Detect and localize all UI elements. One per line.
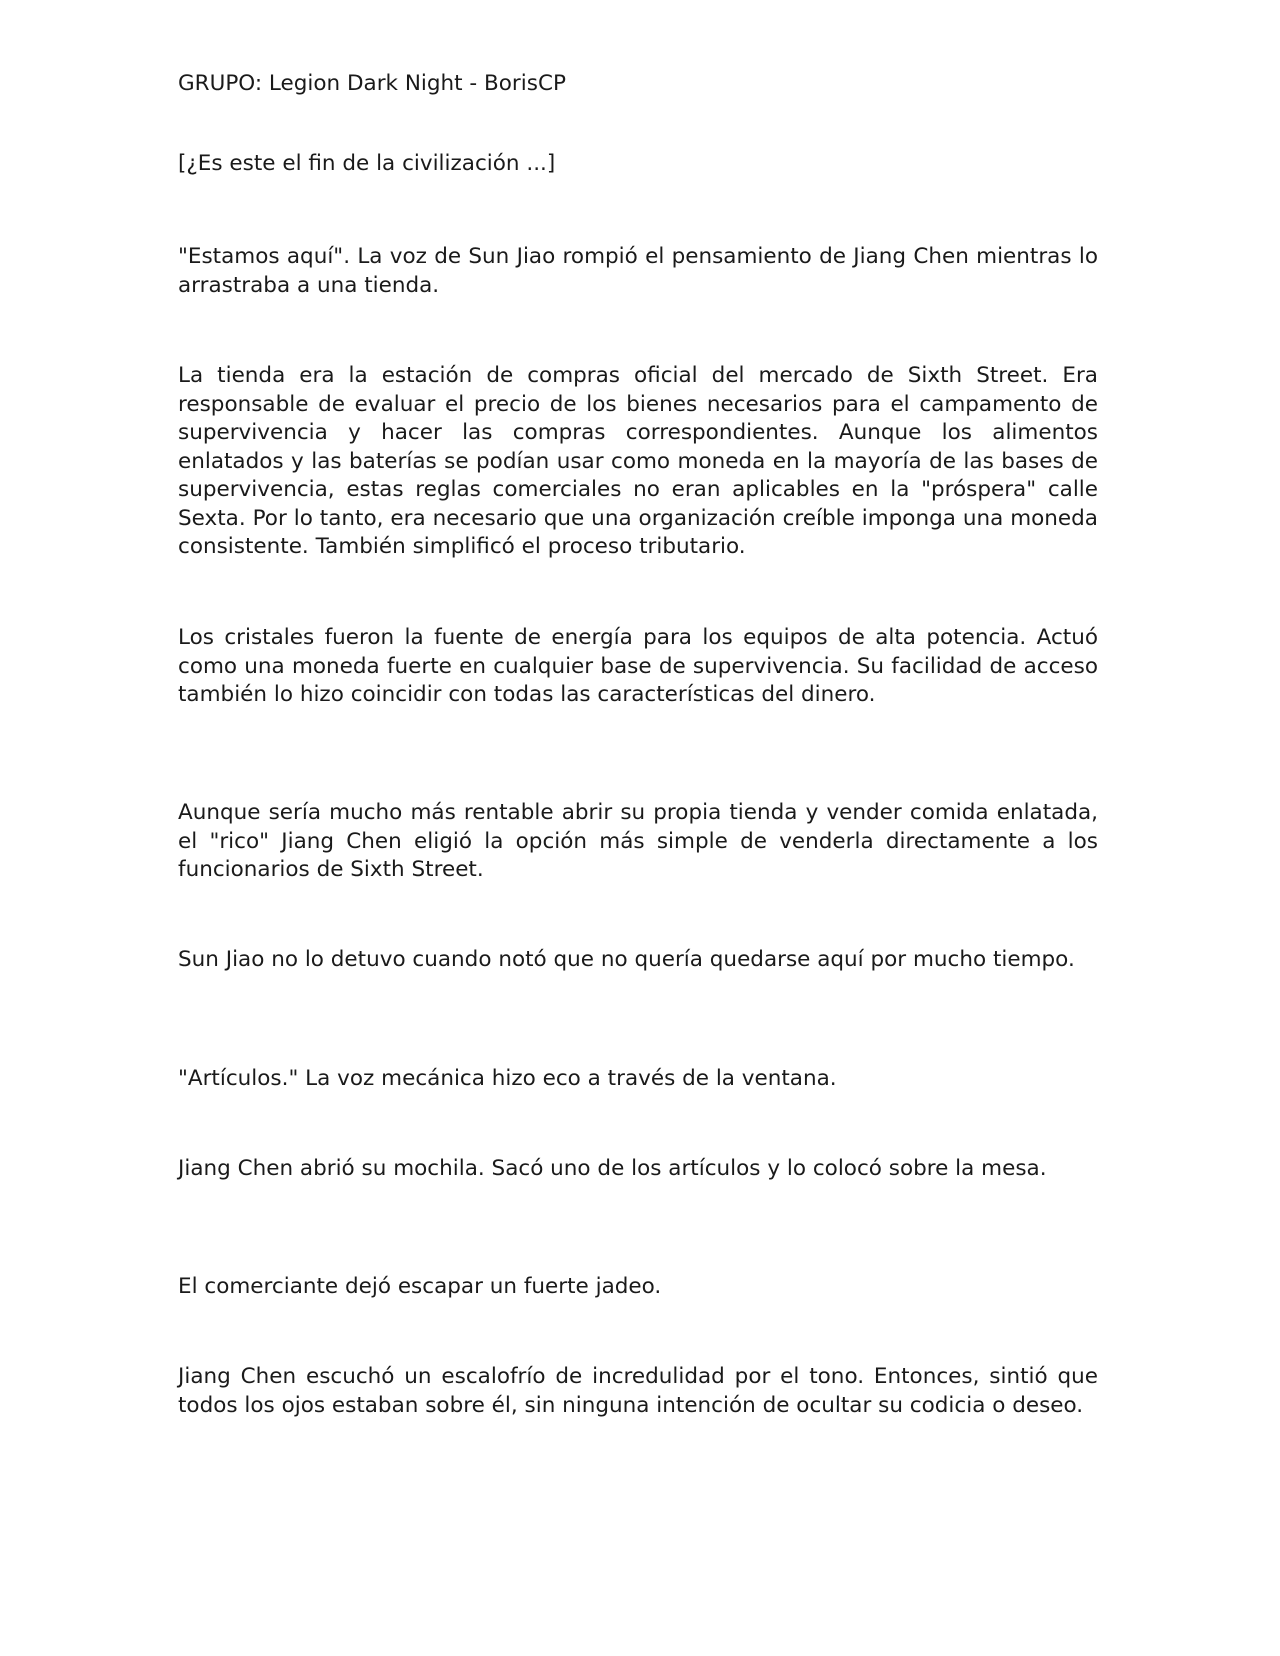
paragraph-9: Jiang Chen escuchó un escalofrío de incredulidad por el tono. Entonces, sintió que todos los ojos estaban sobre él, sin ninguna intención de ocultar su codicia o deseo. <box>178 1364 1098 1418</box>
paragraph-1: "Estamos aquí". La voz de Sun Jiao rompió el pensamiento de Jiang Chen mientras lo arrastraba a una tienda. <box>178 244 1098 298</box>
paragraph-8: El comerciante dejó escapar un fuerte jadeo. <box>178 1274 662 1299</box>
paragraph-7: Jiang Chen abrió su mochila. Sacó uno de los artículos y lo colocó sobre la mesa. <box>178 1156 1047 1181</box>
group-credit-line: GRUPO: Legion Dark Night - BorisCP <box>178 71 566 96</box>
paragraph-3: Los cristales fueron la fuente de energía para los equipos de alta potencia. Actuó como una moneda fuerte en cualquier base de supervivencia. Su facilidad de acceso también lo hizo coincidir con todas las características del dinero. <box>178 625 1098 707</box>
chapter-title-line: [¿Es este el fin de la civilización ...] <box>178 151 556 176</box>
paragraph-6: "Artículos." La voz mecánica hizo eco a través de la ventana. <box>178 1066 837 1091</box>
paragraph-2: La tienda era la estación de compras oficial del mercado de Sixth Street. Era responsable de evaluar el precio de los bienes necesarios para el campamento de supervivencia y hacer las compras correspondientes. Aunque los alimentos enlatados y las baterías se podían usar como moneda en la mayoría de las bases de supervivencia, estas reglas comerciales no eran aplicables en la "próspera" calle Sexta. Por lo tanto, era necesario que una organización creíble imponga una moneda consistente. También simplificó el proceso tributario. <box>178 363 1098 559</box>
paragraph-4: Aunque sería mucho más rentable abrir su propia tienda y vender comida enlatada, el "rico" Jiang Chen eligió la opción más simple de venderla directamente a los funcionarios de Sixth Street. <box>178 800 1098 882</box>
paragraph-5: Sun Jiao no lo detuvo cuando notó que no quería quedarse aquí por mucho tiempo. <box>178 947 1075 972</box>
